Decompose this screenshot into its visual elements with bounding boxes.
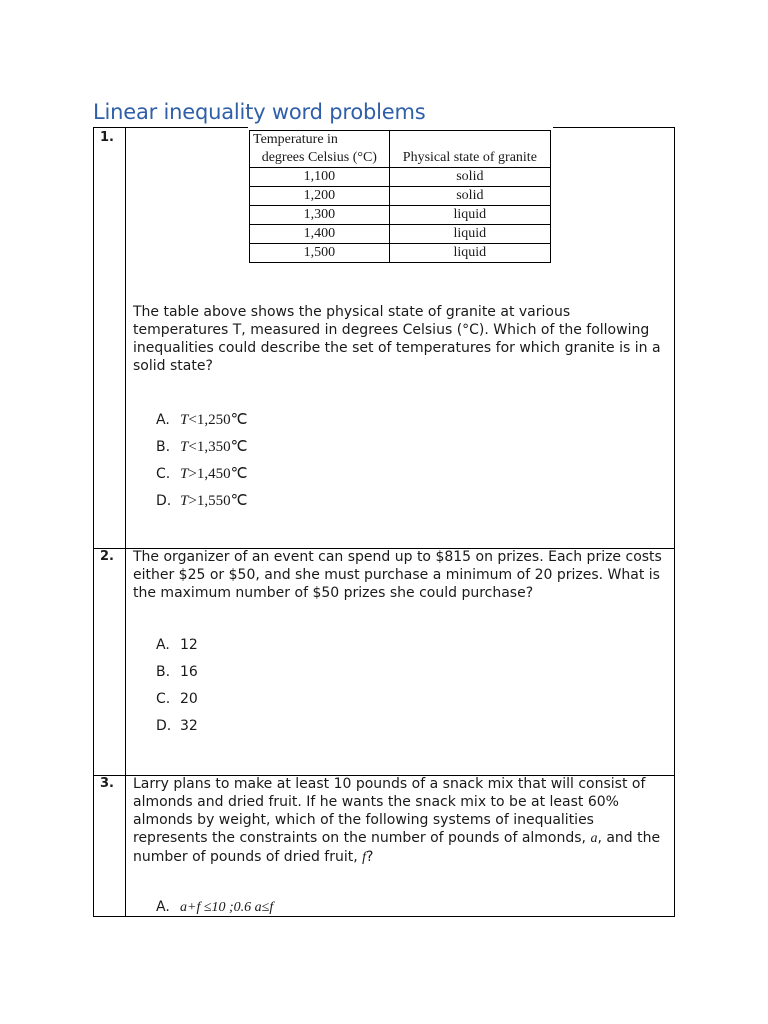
question-3-text-part-3: ?	[366, 849, 374, 865]
question-3-number: 3.	[100, 776, 114, 791]
option-letter: D.	[156, 718, 172, 734]
state-cell: liquid	[389, 206, 550, 225]
page-title: Linear inequality word problems	[93, 100, 426, 124]
option-variable: T	[180, 466, 189, 482]
option-value: 12	[180, 637, 198, 653]
question-2-text: The organizer of an event can spend up to $815 on prizes. Each prize costs either $25 or $50, and she must purchase a minimum of 20 prizes. What is the maximum number of $50 prizes she could purchase?	[133, 549, 662, 601]
option-expression: a+f ≤10 ;0.6 a≤f	[180, 900, 274, 915]
table-row	[250, 187, 551, 206]
question-1-option-c[interactable]	[156, 464, 247, 483]
granite-table-header-row-1	[250, 131, 551, 150]
option-relation: <	[188, 412, 197, 428]
question-3-text-part-2: , and the number of pounds of dried fruit,	[133, 830, 661, 865]
header-temperature: Temperature in	[250, 131, 390, 150]
option-relation: >	[188, 466, 197, 482]
option-variable: T	[180, 493, 189, 509]
option-value: 32	[180, 718, 198, 734]
table-row	[250, 168, 551, 187]
option-letter: B.	[156, 664, 171, 680]
question-2-number: 2.	[100, 549, 114, 564]
question-1-option-b[interactable]	[156, 437, 247, 456]
option-value: 1,250℃	[196, 412, 248, 428]
granite-state-table	[249, 130, 551, 263]
option-relation: <	[188, 439, 197, 455]
question-3-text	[133, 775, 669, 867]
temp-cell: 1,500	[250, 244, 390, 263]
question-2-option-a[interactable]	[156, 637, 198, 653]
question-1-text: The table above shows the physical state of granite at various temperatures T, measured in degrees Celsius (°C). Which of the following inequalities could describe the set of temperatures for which granite is in a solid state?	[133, 304, 661, 374]
option-value: 20	[180, 691, 198, 707]
state-cell: liquid	[389, 244, 550, 263]
question-1-number: 1.	[100, 130, 114, 145]
option-letter: A.	[156, 412, 170, 428]
option-variable: T	[180, 412, 189, 428]
question-2-option-d[interactable]	[156, 718, 198, 734]
temp-cell: 1,200	[250, 187, 390, 206]
question-2-option-c[interactable]	[156, 691, 198, 707]
question-3-option-a[interactable]	[156, 899, 273, 916]
state-cell: solid	[389, 187, 550, 206]
question-1-option-a[interactable]	[156, 410, 247, 429]
state-cell: liquid	[389, 225, 550, 244]
temp-cell: 1,400	[250, 225, 390, 244]
question-1-option-d[interactable]	[156, 491, 247, 510]
border-gap	[248, 126, 553, 129]
number-column-divider	[125, 127, 126, 917]
table-row	[250, 244, 551, 263]
option-value: 16	[180, 664, 198, 680]
option-value: 1,350℃	[196, 439, 248, 455]
variable-a: a	[590, 831, 598, 846]
option-relation: >	[188, 493, 197, 509]
option-letter: B.	[156, 439, 171, 455]
granite-table-header-row-2	[250, 149, 551, 168]
option-value: 1,550℃	[196, 493, 248, 509]
option-letter: A.	[156, 637, 170, 653]
header-blank	[389, 131, 550, 150]
option-letter: A.	[156, 899, 170, 915]
header-state: Physical state of granite	[389, 149, 550, 168]
option-variable: T	[180, 439, 189, 455]
option-letter: C.	[156, 691, 171, 707]
variable-f: f	[362, 850, 367, 865]
option-value: 1,450℃	[196, 466, 248, 482]
temp-cell: 1,100	[250, 168, 390, 187]
option-letter: D.	[156, 493, 172, 509]
option-letter: C.	[156, 466, 171, 482]
header-degrees: degrees Celsius (°C)	[250, 149, 390, 168]
table-row	[250, 206, 551, 225]
temp-cell: 1,300	[250, 206, 390, 225]
table-row	[250, 225, 551, 244]
question-2-option-b[interactable]	[156, 664, 198, 680]
state-cell: solid	[389, 168, 550, 187]
question-3-text-part-1: Larry plans to make at least 10 pounds of a snack mix that will consist of almonds and dried fruit. If he wants the snack mix to be at least 60% almonds by weight, which of the following systems of inequalities represents the constraints on the number of pounds of almonds,	[133, 776, 646, 846]
